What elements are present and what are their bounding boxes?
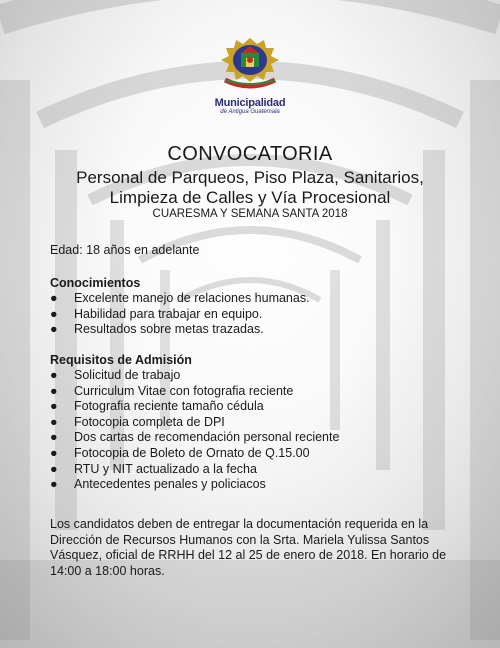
bullet-icon: ●: [50, 399, 58, 414]
knowledge-list: [50, 291, 310, 338]
logo-subtext: de Antigua Guatemala: [220, 109, 280, 115]
bullet-icon: ●: [50, 383, 58, 398]
coat-of-arms-logo: [213, 36, 288, 94]
list-item: ● Antecedentes penales y policiacos: [50, 477, 266, 492]
bullet-icon: ●: [50, 322, 58, 337]
subtitle-line-1: Personal de Parqueos, Piso Plaza, Sanitarios,: [76, 168, 424, 187]
list-item: ● Curriculum Vitae con fotografia reciente: [50, 383, 294, 398]
page-title: CONVOCATORIA: [167, 143, 333, 165]
list-item: ● Fotocopia de Boleto de Ornato de Q.15.00: [50, 445, 310, 460]
subtitle-line-2: Limpieza de Calles y Vía Procesional: [109, 188, 391, 207]
list-item: ● Resultados sobre metas trazadas.: [50, 322, 264, 337]
bullet-icon: ●: [50, 430, 58, 445]
list-item: ● Dos cartas de recomendación personal reciente: [50, 430, 340, 445]
list-item: ● Excelente manejo de relaciones humanas.: [50, 291, 310, 305]
list-item: ● Fotografia reciente tamaño cédula: [50, 399, 264, 414]
logo-text: Municipalidad: [214, 97, 286, 109]
bullet-icon: ●: [50, 477, 58, 492]
bullet-icon: ●: [50, 368, 58, 382]
bullet-icon: ●: [50, 461, 58, 476]
list-item: ● RTU y NIT actualizado a la fecha: [50, 461, 257, 476]
requirements-heading: Requisitos de Admisión: [50, 353, 192, 367]
season-label: CUARESMA Y SEMANA SANTA 2018: [152, 208, 348, 220]
bullet-icon: ●: [50, 445, 58, 460]
bullet-icon: ●: [50, 414, 58, 429]
list-item: ● Solicitud de trabajo: [50, 368, 181, 382]
age-requirement: Edad: 18 años en adelante: [50, 243, 200, 257]
bullet-icon: ●: [50, 291, 58, 305]
requirements-list: [50, 368, 339, 493]
list-item: ● Habilidad para trabajar en equipo.: [50, 306, 263, 321]
bullet-icon: ●: [50, 306, 58, 321]
closing-paragraph: Los candidatos deben de entregar la documentación requerida en la Dirección de Recursos Humanos con la Srta. Mariela Yulissa Santos Vásquez, oficial de RRHH del 12 al 25 de enero de 2018. En horario de 14:00 a 18:00 horas.: [50, 517, 447, 578]
list-item: ● Fotocopia completa de DPI: [50, 414, 225, 429]
knowledge-heading: Conocimientos: [50, 276, 141, 290]
